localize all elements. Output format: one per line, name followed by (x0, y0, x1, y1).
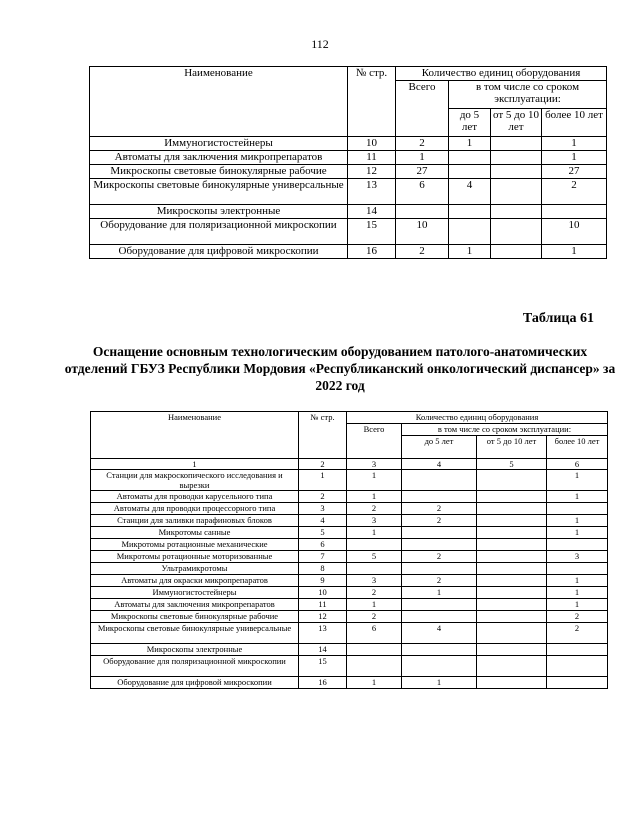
cell-total: 2 (347, 611, 402, 623)
cell-over10: 1 (547, 599, 608, 611)
cell-num: 6 (299, 539, 347, 551)
cell-over10: 1 (542, 151, 607, 165)
table-row (90, 137, 607, 151)
header-total: Всего (347, 424, 402, 459)
cell-from5to10 (477, 491, 547, 503)
cell-num: 12 (299, 611, 347, 623)
table-row (90, 219, 607, 245)
cell-upto5 (402, 656, 477, 677)
column-index-cell: 4 (402, 459, 477, 470)
cell-total: 27 (396, 165, 449, 179)
cell-name: Станции для заливки парафиновых блоков (91, 515, 299, 527)
cell-total: 2 (396, 137, 449, 151)
cell-name: Микротомы санные (91, 527, 299, 539)
cell-over10: 1 (547, 491, 608, 503)
cell-total: 1 (347, 599, 402, 611)
cell-name: Оборудование для поляризационной микроскопии (91, 656, 299, 677)
cell-name: Оборудование для цифровой микроскопии (91, 677, 299, 689)
cell-over10 (547, 539, 608, 551)
table-row (90, 151, 607, 165)
cell-over10: 2 (542, 179, 607, 205)
cell-upto5: 1 (449, 137, 491, 151)
cell-name: Микроскопы световые бинокулярные рабочие (91, 611, 299, 623)
cell-upto5 (402, 611, 477, 623)
cell-over10: 1 (547, 575, 608, 587)
header-total: Всего (396, 81, 449, 137)
column-index-cell: 1 (91, 459, 299, 470)
cell-total: 1 (347, 527, 402, 539)
table-row (90, 179, 607, 205)
header-qty: Количество единиц оборудования (396, 67, 607, 81)
cell-num: 10 (299, 587, 347, 599)
cell-over10: 27 (542, 165, 607, 179)
column-index-cell: 5 (477, 459, 547, 470)
cell-total (347, 539, 402, 551)
header-upto5: до 5 лет (449, 109, 491, 137)
table-row (91, 551, 608, 563)
cell-name: Автоматы для окраски микропрепаратов (91, 575, 299, 587)
cell-over10: 1 (547, 587, 608, 599)
table-row (91, 611, 608, 623)
header-incl: в том числе со сроком эксплуатации: (402, 424, 608, 436)
cell-name: Микротомы ротационные механические (91, 539, 299, 551)
cell-upto5: 2 (402, 575, 477, 587)
cell-upto5 (449, 151, 491, 165)
cell-from5to10 (477, 656, 547, 677)
cell-from5to10 (477, 575, 547, 587)
cell-name: Микроскопы электронные (90, 205, 348, 219)
equipment-table-continued (89, 66, 607, 259)
table-row (90, 165, 607, 179)
table-row (91, 539, 608, 551)
cell-name: Автоматы для проводки процессорного типа (91, 503, 299, 515)
cell-name: Автоматы для заключения микропрепаратов (90, 151, 348, 165)
cell-from5to10 (477, 611, 547, 623)
cell-from5to10 (491, 137, 542, 151)
cell-from5to10 (477, 503, 547, 515)
table-row (91, 677, 608, 689)
table-row (91, 575, 608, 587)
cell-num: 13 (299, 623, 347, 644)
cell-over10 (547, 656, 608, 677)
cell-num: 9 (299, 575, 347, 587)
cell-total (347, 644, 402, 656)
table-row (91, 623, 608, 644)
cell-name: Микротомы ротационные моторизованные (91, 551, 299, 563)
cell-from5to10 (477, 563, 547, 575)
cell-num: 3 (299, 503, 347, 515)
cell-total: 2 (347, 503, 402, 515)
cell-name: Микроскопы световые бинокулярные универсальные (90, 179, 348, 205)
cell-total: 6 (347, 623, 402, 644)
cell-over10: 1 (542, 245, 607, 259)
cell-over10 (547, 644, 608, 656)
cell-over10 (542, 205, 607, 219)
cell-from5to10 (491, 165, 542, 179)
cell-from5to10 (477, 551, 547, 563)
header-from5to10: от 5 до 10 лет (477, 436, 547, 459)
cell-total: 1 (347, 677, 402, 689)
cell-num: 7 (299, 551, 347, 563)
cell-from5to10 (491, 205, 542, 219)
cell-from5to10 (477, 470, 547, 491)
cell-upto5 (402, 599, 477, 611)
cell-num: 16 (348, 245, 396, 259)
cell-num: 16 (299, 677, 347, 689)
header-from5to10: от 5 до 10 лет (491, 109, 542, 137)
cell-upto5 (402, 539, 477, 551)
header-incl: в том числе со сроком эксплуатации: (449, 81, 607, 109)
cell-from5to10 (477, 539, 547, 551)
table-row (91, 599, 608, 611)
cell-num: 13 (348, 179, 396, 205)
cell-name: Иммуногистостейнеры (90, 137, 348, 151)
cell-from5to10 (477, 677, 547, 689)
cell-num: 1 (299, 470, 347, 491)
cell-name: Микроскопы световые бинокулярные рабочие (90, 165, 348, 179)
cell-num: 8 (299, 563, 347, 575)
cell-total: 5 (347, 551, 402, 563)
header-name: Наименование (91, 412, 299, 459)
header-over10: более 10 лет (547, 436, 608, 459)
cell-upto5 (449, 205, 491, 219)
cell-from5to10 (491, 151, 542, 165)
column-index-row (91, 459, 608, 470)
table-row (91, 503, 608, 515)
cell-over10 (547, 677, 608, 689)
cell-total: 3 (347, 515, 402, 527)
cell-upto5: 1 (402, 677, 477, 689)
header-over10: более 10 лет (542, 109, 607, 137)
cell-total: 1 (347, 470, 402, 491)
cell-num: 10 (348, 137, 396, 151)
cell-num: 4 (299, 515, 347, 527)
cell-name: Микроскопы электронные (91, 644, 299, 656)
table-row (91, 587, 608, 599)
cell-name: Иммуногистостейнеры (91, 587, 299, 599)
header-qty: Количество единиц оборудования (347, 412, 608, 424)
cell-num: 15 (299, 656, 347, 677)
cell-over10: 10 (542, 219, 607, 245)
cell-over10: 1 (547, 515, 608, 527)
cell-from5to10 (477, 644, 547, 656)
cell-over10: 3 (547, 551, 608, 563)
table-row (91, 515, 608, 527)
cell-over10: 2 (547, 623, 608, 644)
cell-upto5: 2 (402, 551, 477, 563)
cell-over10: 1 (542, 137, 607, 151)
cell-from5to10 (491, 219, 542, 245)
cell-upto5 (402, 644, 477, 656)
cell-upto5 (402, 527, 477, 539)
cell-total: 3 (347, 575, 402, 587)
equipment-table (90, 411, 608, 689)
table-row (91, 563, 608, 575)
header-upto5: до 5 лет (402, 436, 477, 459)
cell-over10 (547, 503, 608, 515)
cell-upto5 (449, 219, 491, 245)
cell-name: Оборудование для поляризационной микроскопии (90, 219, 348, 245)
cell-upto5 (449, 165, 491, 179)
table-row (91, 644, 608, 656)
column-index-cell: 6 (547, 459, 608, 470)
header-num: № стр. (299, 412, 347, 459)
page-number: 112 (311, 37, 329, 51)
cell-from5to10 (477, 587, 547, 599)
cell-upto5: 1 (402, 587, 477, 599)
cell-from5to10 (477, 623, 547, 644)
cell-name: Оборудование для цифровой микроскопии (90, 245, 348, 259)
cell-from5to10 (491, 179, 542, 205)
cell-over10: 1 (547, 470, 608, 491)
cell-name: Автоматы для проводки карусельного типа (91, 491, 299, 503)
cell-upto5 (402, 470, 477, 491)
header-name: Наименование (90, 67, 348, 137)
cell-upto5: 4 (449, 179, 491, 205)
table-title: Оснащение основным технологическим оборудованием патолого-анатомических отделений ГБУЗ Республики Мордовия «Республиканский онкологический диспансер» за 2022 год (64, 344, 616, 393)
cell-num: 11 (299, 599, 347, 611)
cell-total: 1 (347, 491, 402, 503)
cell-upto5: 1 (449, 245, 491, 259)
cell-name: Станции для макроскопического исследования и вырезки (91, 470, 299, 491)
cell-total (396, 205, 449, 219)
cell-total (347, 656, 402, 677)
cell-total: 6 (396, 179, 449, 205)
cell-from5to10 (491, 245, 542, 259)
cell-name: Автоматы для заключения микропрепаратов (91, 599, 299, 611)
cell-over10 (547, 563, 608, 575)
cell-from5to10 (477, 527, 547, 539)
cell-num: 14 (299, 644, 347, 656)
cell-over10: 2 (547, 611, 608, 623)
table-row (90, 245, 607, 259)
cell-total: 10 (396, 219, 449, 245)
header-num: № стр. (348, 67, 396, 137)
cell-total (347, 563, 402, 575)
table-label: Таблица 61 (522, 311, 594, 326)
cell-total: 2 (396, 245, 449, 259)
cell-total: 1 (396, 151, 449, 165)
table-row (91, 527, 608, 539)
table-row (90, 205, 607, 219)
cell-num: 11 (348, 151, 396, 165)
cell-upto5: 4 (402, 623, 477, 644)
cell-upto5: 2 (402, 503, 477, 515)
cell-num: 12 (348, 165, 396, 179)
column-index-cell: 2 (299, 459, 347, 470)
cell-over10: 1 (547, 527, 608, 539)
cell-num: 5 (299, 527, 347, 539)
cell-upto5 (402, 491, 477, 503)
cell-upto5 (402, 563, 477, 575)
column-index-cell: 3 (347, 459, 402, 470)
cell-from5to10 (477, 599, 547, 611)
cell-from5to10 (477, 515, 547, 527)
cell-num: 15 (348, 219, 396, 245)
cell-upto5: 2 (402, 515, 477, 527)
cell-num: 14 (348, 205, 396, 219)
table-row (91, 656, 608, 677)
cell-name: Микроскопы световые бинокулярные универсальные (91, 623, 299, 644)
table-row (91, 470, 608, 491)
cell-name: Ультрамикротомы (91, 563, 299, 575)
cell-total: 2 (347, 587, 402, 599)
table-row (91, 491, 608, 503)
cell-num: 2 (299, 491, 347, 503)
